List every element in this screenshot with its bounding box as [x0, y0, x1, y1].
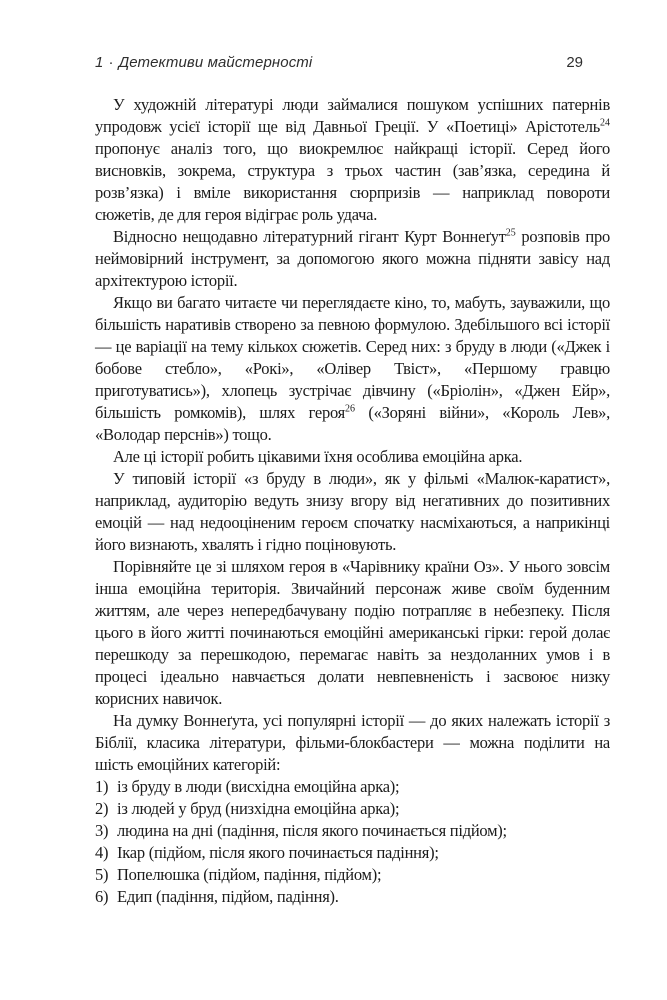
paragraph: У типовій історії «з бруду в люди», як у фільмі «Малюк-каратист», наприклад, аудиторію ведуть знизу вгору від негативних до позитивних емоцій — над недооціненим героєм спочатку насміхаються, а наприкінці його визнають, хвалять і гідно поціновують.: [95, 469, 610, 554]
paragraph: Відносно нещодавно літературний гігант Курт Воннеґут$^{25}$ розповів про неймовірний інструмент, за допомогою якого можна підняти завісу над архітектурою історії.: [95, 227, 610, 290]
list-item-number: 6): [95, 887, 109, 906]
list-item-text: Попелюшка (підйом, падіння, підйом);: [117, 865, 382, 884]
footnote-marker: 26: [344, 403, 355, 415]
footnote-marker: 25: [505, 227, 516, 239]
list-item-text: із бруду в люди (висхідна емоційна арка);: [117, 777, 400, 796]
list-item-number: 2): [95, 799, 109, 818]
emotion-categories-list: [95, 776, 610, 908]
list-item: [95, 842, 610, 864]
list-item-text: Едип (падіння, підйом, падіння).: [117, 887, 339, 906]
paragraph: У художній літературі люди займалися пошуком успішних патернів упродовж усієї історії ще від Давньої Греції. У «Поетиці» Арістотель$^{24}$ пропонує аналіз того, що виокремлює найкращі історії. Серед його висновків, зокрема, структура з трьох частин (зав’язка, середина й розв’язка) і вміле використання сюрпризів — наприклад повороти сюжетів, де для героя відіграє роль удача.: [95, 95, 610, 224]
chapter-title: Детективи майстерності: [118, 54, 313, 71]
chapter-number: 1: [95, 54, 104, 71]
list-item-number: 3): [95, 821, 109, 840]
list-item: [95, 820, 610, 842]
paragraph: На думку Воннеґута, усі популярні історії — до яких належать історії з Біблії, класика літератури, фільми-блокбастери — можна поділити на шість емоційних категорій:: [95, 711, 610, 774]
list-item: [95, 776, 610, 798]
paragraph: Але ці історії робить цікавими їхня особлива емоційна арка.: [113, 447, 523, 466]
page-header: [95, 54, 610, 71]
chapter-separator: ·: [108, 54, 114, 71]
page-body: [95, 94, 610, 908]
page-number: 29: [566, 54, 583, 71]
list-item-text: із людей у бруд (низхідна емоційна арка);: [117, 799, 400, 818]
running-header-title: [95, 54, 312, 71]
list-item-text: людина на дні (падіння, після якого починається підйом);: [117, 821, 507, 840]
list-item-number: 4): [95, 843, 109, 862]
list-item-number: 5): [95, 865, 109, 884]
footnote-marker: 24: [600, 117, 610, 129]
paragraph: Порівняйте це зі шляхом героя в «Чарівнику країни Оз». У нього зовсім інша емоційна територія. Звичайний персонаж живе своїм буденним життям, але через непередбачувану подію потрапляє в небезпеку. Після цього в його житті починаються емоційні американські гірки: герой долає перешкоду за перешкодою, перемагає навіть за нездоланних умов і в процесі ідеально навчається долати невпевненість і засвоює низку корисних навичок.: [95, 557, 610, 708]
list-item: [95, 798, 610, 820]
list-item: [95, 886, 610, 908]
list-item-text: Ікар (підйом, після якого починається падіння);: [117, 843, 439, 862]
list-item-number: 1): [95, 777, 109, 796]
paragraph: Якщо ви багато читаєте чи переглядаєте кіно, то, мабуть, зауважили, що більшість наративів створено за певною формулою. Здебільшого всі історії — це варіації на тему кількох сюжетів. Серед них: з бруду в люди («Джек і бобове стебло», «Рокі», «Олівер Твіст», «Першому гравцю приготуватись»), хлопець зустрічає дівчину («Бріолін», «Джен Ейр», більшість ромкомів), шлях героя$^{26}$ («Зоряні війни», «Король Лев», «Володар перснів») тощо.: [95, 293, 610, 444]
list-item: [95, 864, 610, 886]
